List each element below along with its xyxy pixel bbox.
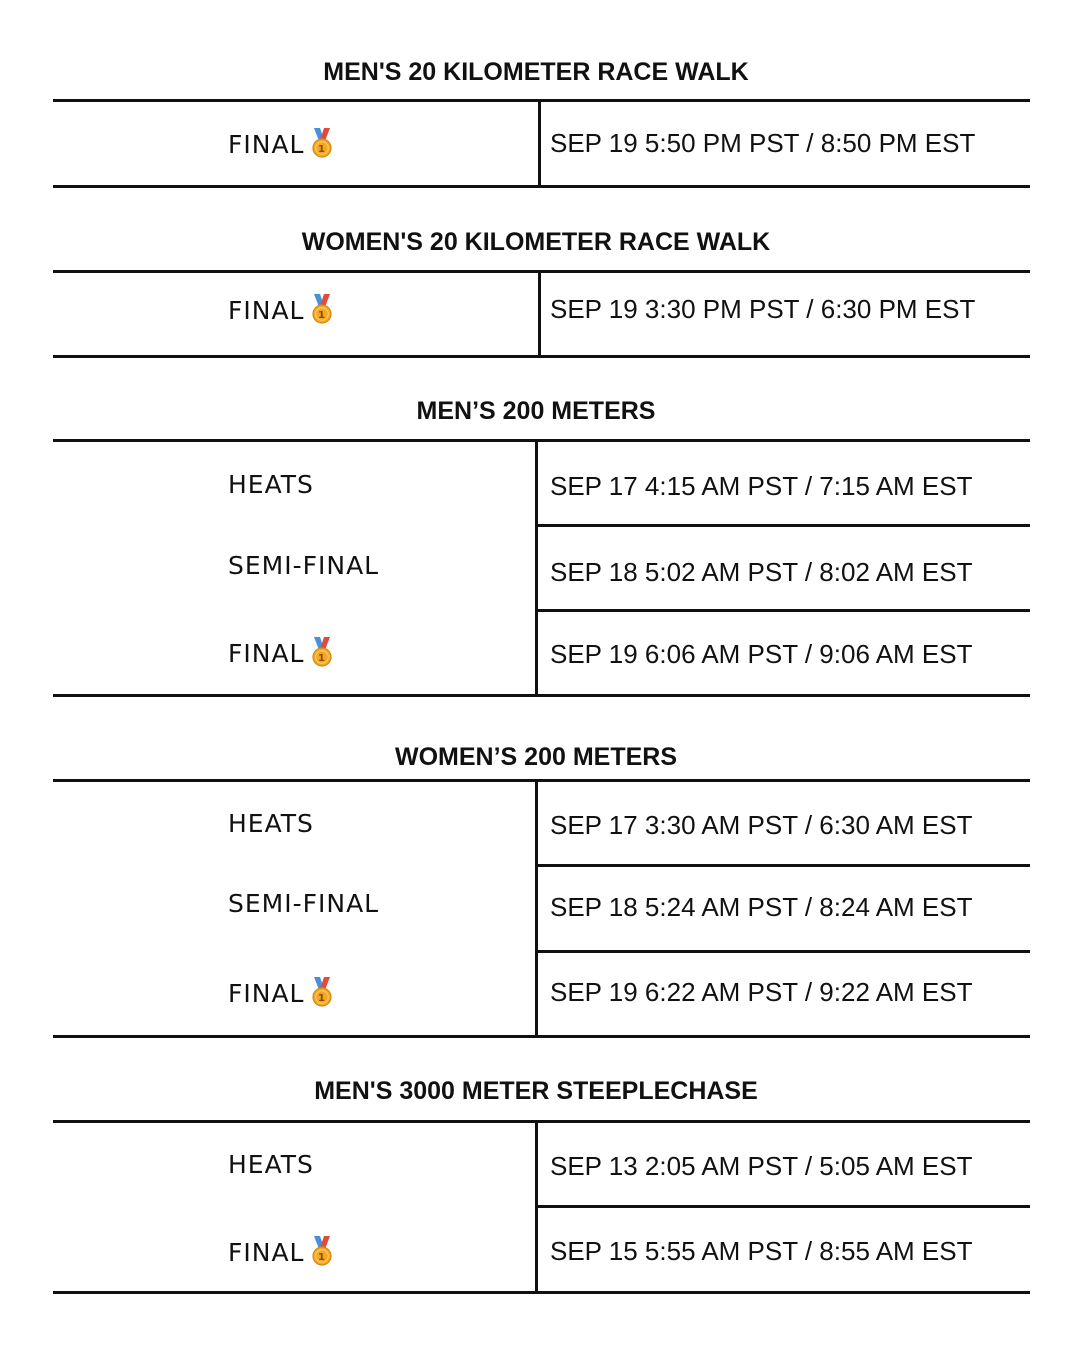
round-label (228, 551, 379, 581)
table-top-rule (53, 779, 1030, 782)
table-top-rule (53, 1120, 1030, 1123)
svg-text:1: 1 (318, 144, 327, 155)
column-divider (535, 782, 538, 1035)
event-time: SEP 19 6:06 AM PST / 9:06 AM EST (550, 639, 973, 669)
table-bottom-rule (53, 1291, 1030, 1294)
event-time: SEP 19 6:22 AM PST / 9:22 AM EST (550, 977, 973, 1007)
section-title: MEN’S 200 METERS (416, 397, 656, 425)
round-label (228, 1150, 314, 1180)
table-top-rule (53, 270, 1030, 273)
event-time: SEP 13 2:05 AM PST / 5:05 AM EST (550, 1151, 973, 1181)
table-bottom-rule (53, 185, 1030, 188)
row-separator (538, 1205, 1030, 1208)
event-time: SEP 19 5:50 PM PST / 8:50 PM EST (550, 128, 976, 158)
round-label-text: FINAL (228, 296, 305, 325)
round-label (228, 470, 314, 500)
row-separator (538, 864, 1030, 867)
svg-text:1: 1 (318, 993, 327, 1004)
section-title: MEN'S 3000 METER STEEPLECHASE (314, 1077, 758, 1105)
round-label (228, 296, 334, 327)
round-label-text: FINAL (228, 130, 305, 159)
event-time: SEP 15 5:55 AM PST / 8:55 AM EST (550, 1236, 973, 1266)
round-label-text: FINAL (228, 639, 305, 668)
event-time: SEP 17 4:15 AM PST / 7:15 AM EST (550, 471, 973, 501)
gold-medal-icon (310, 294, 334, 324)
table-bottom-rule (53, 694, 1030, 697)
round-label (228, 639, 334, 670)
table-bottom-rule (53, 355, 1030, 358)
round-label-text: HEATS (228, 809, 314, 838)
table-top-rule (53, 439, 1030, 442)
table-bottom-rule (53, 1035, 1030, 1038)
row-separator (538, 524, 1030, 527)
round-label (228, 1238, 334, 1269)
round-label-text: SEMI-FINAL (228, 551, 380, 580)
round-label-text: SEMI-FINAL (228, 889, 380, 918)
section-title: WOMEN'S 20 KILOMETER RACE WALK (301, 228, 771, 256)
event-time: SEP 18 5:24 AM PST / 8:24 AM EST (550, 892, 973, 922)
svg-text:1: 1 (318, 653, 327, 664)
round-label-text: HEATS (228, 470, 314, 499)
round-label-text: FINAL (228, 979, 305, 1008)
column-divider (535, 442, 538, 694)
gold-medal-icon (310, 977, 334, 1007)
round-label (228, 979, 334, 1010)
column-divider (538, 273, 541, 356)
gold-medal-icon (310, 1236, 334, 1266)
column-divider (538, 102, 541, 186)
table-top-rule (53, 99, 1030, 102)
section-title: WOMEN’S 200 METERS (395, 743, 677, 771)
event-time: SEP 19 3:30 PM PST / 6:30 PM EST (550, 294, 976, 324)
round-label (228, 809, 314, 839)
round-label (228, 889, 379, 919)
round-label (228, 130, 334, 161)
round-label-text: HEATS (228, 1150, 314, 1179)
row-separator (538, 609, 1030, 612)
svg-text:1: 1 (318, 310, 327, 321)
section-title: MEN'S 20 KILOMETER RACE WALK (323, 58, 749, 86)
event-time: SEP 18 5:02 AM PST / 8:02 AM EST (550, 557, 973, 587)
svg-text:1: 1 (318, 1252, 327, 1263)
round-label-text: FINAL (228, 1238, 305, 1267)
event-time: SEP 17 3:30 AM PST / 6:30 AM EST (550, 810, 973, 840)
gold-medal-icon (310, 637, 334, 667)
row-separator (538, 950, 1030, 953)
gold-medal-icon (310, 128, 334, 158)
